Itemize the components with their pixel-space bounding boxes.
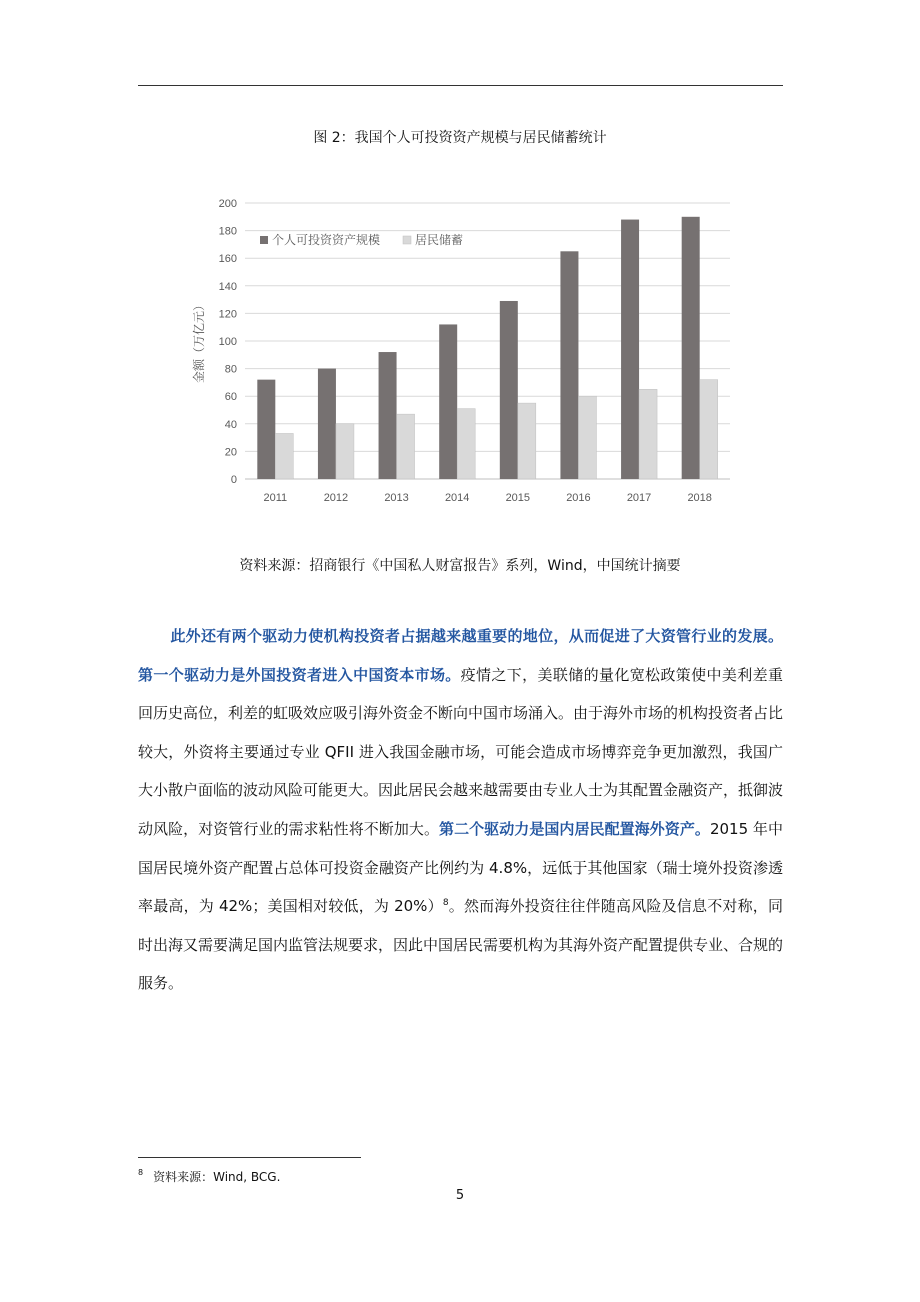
text-segment: 疫情之下，美联储的量化宽松政策使中美利差重回历史高位，利差的虹吸效应吸引海外资金不断向中国市场涌入。由于海外市场的机构投资者占比较大，外资将主要通过专业 QFII 进入我国金融市场，可能会造成市场博弈竞争更加激烈，我国广大小散户面临的波动风险可能更大。因此居民会越来越需要由专业人士为其配置金融资产，抵御波动风险，对资管行业的需求粘性将不断加大。 [138,665,784,838]
bar-savings [275,433,293,479]
text-segment: 2015 年中国居民境外资产配置占总体可投资金融资产比例约为 4.8%，远低于其他国家（瑞士境外投资渗透率最高，为 42%；美国相对较低，为 20%） [138,819,783,916]
x-tick-label: 2013 [384,492,409,504]
bar-assets [379,352,397,479]
bar-savings [639,389,657,479]
y-tick-label: 40 [224,418,237,431]
bar-chart [185,185,745,515]
y-tick-label: 140 [218,280,237,293]
y-tick-label: 60 [224,391,237,404]
y-tick-label: 80 [224,363,237,376]
legend-label: 居民储蓄 [415,233,464,247]
bar-savings [700,380,718,479]
y-tick-label: 200 [218,198,237,210]
y-axis-label: 金额（万亿元） [192,298,206,384]
legend-swatch [260,236,268,244]
bar-savings [457,409,475,479]
footnote-ref[interactable]: 8 [442,898,449,909]
footnote-text: 资料来源：Wind, BCG. [153,1170,281,1184]
chart-source: 资料来源：招商银行《中国私人财富报告》系列，Wind，中国统计摘要 [239,558,681,574]
highlight-second-driver: 第二个驱动力是国内居民配置海外资产。 [439,819,710,838]
text-segment: 。然而海外投资往往伴随高风险及信息不对称，同时出海又需要满足国内监管法规要求，因此中国居民需要机构为其海外资产配置提供专业、合规的服务。 [138,897,784,993]
x-tick-label: 2012 [323,492,349,504]
bar-assets [318,369,336,479]
legend-label: 个人可投资资产规模 [272,233,381,247]
bar-savings [578,396,596,479]
bar-assets [257,380,275,479]
page-number: 5 [455,1188,465,1203]
bar-savings [397,414,415,479]
x-tick-label: 2018 [687,492,712,504]
bar-assets [439,324,457,479]
x-tick-label: 2011 [263,492,288,504]
header-rule [138,85,783,86]
legend-swatch [403,236,411,244]
bar-assets [560,251,578,479]
bar-assets [500,301,518,479]
footnote [138,1168,280,1185]
y-tick-label: 100 [218,336,237,348]
y-tick-label: 180 [218,225,237,238]
x-tick-label: 2014 [444,492,470,504]
figure-caption: 图 2：我国个人可投资资产规模与居民储蓄统计 [313,130,607,146]
bar-assets [682,217,700,479]
y-tick-label: 20 [224,446,237,459]
x-tick-label: 2016 [566,492,591,504]
footnote-mark: 8 [138,1168,144,1177]
footnote-rule [138,1157,361,1158]
x-tick-label: 2015 [505,492,531,504]
bar-savings [336,424,354,479]
body-paragraph [138,617,783,1003]
y-tick-label: 0 [230,474,237,486]
y-tick-label: 160 [218,253,237,266]
highlight-drivers: 此外还有两个驱动力使机构投资者占据越来越重要的地位，从而促进了大资管行业的发展。第一个驱动力是外国投资者进入中国资本市场。 [138,627,783,684]
y-tick-label: 120 [218,308,237,321]
x-tick-label: 2017 [626,492,652,504]
bar-savings [518,403,536,479]
bar-assets [621,220,639,479]
